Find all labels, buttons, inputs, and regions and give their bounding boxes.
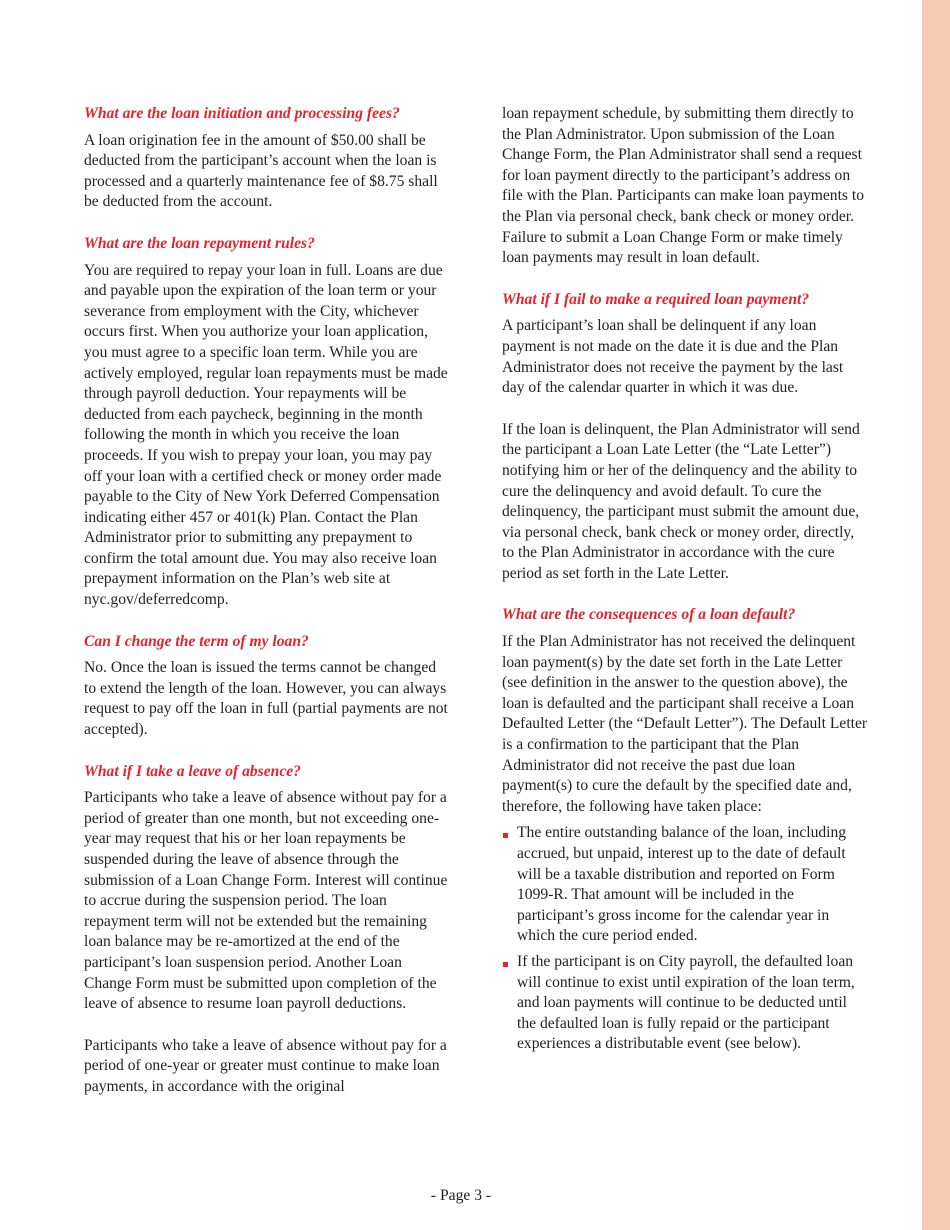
right-column [502,104,868,1060]
question-change-term: Can I change the term of my loan? [84,632,309,650]
question-leave-of-absence: What if I take a leave of absence? [84,762,301,780]
answer-leave-of-absence-continued: Participants who take a leave of absence without pay for a period of one-year or greater must continue to make loan payments, in accordance with the original [84,1036,447,1095]
list-item [502,952,868,1055]
answer-repayment-rules: You are required to repay your loan in full. Loans are due and payable upon the expiration of the loan term or your severance from employment with the City, whichever occurs first. When you authorize your loan application, you must agree to a specific loan term. While you are actively employed, regular loan repayments must be made through payroll deduction. Your repayments will be deducted from each paycheck, beginning in the month following the month in which you receive the loan proceeds. If you wish to prepay your loan, you may pay off your loan with a certified check or money order made payable to the City of New York Deferred Compensation indicating either 457 or 401(k) Plan. Contact the Plan Administrator prior to submitting any prepayment to confirm the total amount due. You may also receive loan prepayment information on the Plan’s web site at nyc.gov/deferredcomp. [84,261,448,609]
left-column [84,104,448,1098]
answer-change-term: No. Once the loan is issued the terms cannot be changed to extend the length of the loan. However, you can always request to pay off the loan in full (partial payments are not accepted). [84,659,448,739]
bullet-square-icon [503,833,508,838]
bullet-square-icon [503,962,508,967]
answer-leave-of-absence-tail: loan repayment schedule, by submitting them directly to the Plan Administrator. Upon submission of the Loan Change Form, the Plan Administrator shall send a request for loan payment directly to the participant’s address on file with the Plan. Participants can make loan payments to the Plan via personal check, bank check or money order. Failure to submit a Loan Change Form or make timely loan payments may result in loan default. [502,105,865,267]
list-item-text: If the participant is on City payroll, the defaulted loan will continue to exist until expiration of the loan term, and loan payments will continue to be deducted until the defaulted loan is fully repaid or the participant experiences a distributable event (see below). [517,952,855,1053]
page-number: - Page 3 - [430,1187,492,1204]
answer-loan-fees: A loan origination fee in the amount of $50.00 shall be deducted from the participant’s account when the loan is processed and a quarterly maintenance fee of $8.75 shall be deducted from the account. [84,131,438,211]
list-item-text: The entire outstanding balance of the loan, including accrued, but unpaid, interest up to the date of default will be a taxable distribution and reported on Form 1099-R. That amount will be included in the participant’s gross income for the calendar year in which the cure period ended. [517,824,847,945]
question-loan-fees: What are the loan initiation and processing fees? [84,105,400,122]
answer-default-consequences: If the Plan Administrator has not received the delinquent loan payment(s) by the date set forth in the Late Letter (see definition in the answer to the question above), the loan is defaulted and the participant shall receive a Loan Defaulted Letter (the “Default Letter”). The Default Letter is a confirmation to the participant that the Plan Administrator did not receive the past due loan payment(s) to cure the default by the specified date and, therefore, the following have taken place: [502,633,868,815]
decorative-side-band [922,0,950,1230]
answer-fail-payment: A participant’s loan shall be delinquent if any loan payment is not made on the date it is due and the Plan Administrator does not receive the payment by the last day of the calendar quarter in which it was due. [502,317,844,397]
answer-leave-of-absence: Participants who take a leave of absence without pay for a period of greater than one month, but not exceeding one-year may request that his or her loan repayments be suspended during the leave of absence through the submission of a Loan Change Form. Interest will continue to accrue during the suspension period. The loan repayment term will not be extended but the remaining loan balance may be re-amortized at the end of the participant’s loan suspension period. Another Loan Change Form must be submitted upon completion of the leave of absence to resume loan payroll deductions. [84,789,448,1013]
list-item [502,823,868,947]
question-repayment-rules: What are the loan repayment rules? [84,234,315,252]
question-fail-payment: What if I fail to make a required loan payment? [502,290,810,308]
default-consequences-list [502,823,868,1055]
answer-delinquency: If the loan is delinquent, the Plan Administrator will send the participant a Loan Late Letter (the “Late Letter”) notifying him or her of the delinquency and the ability to cure the delinquency and avoid default. To cure the delinquency, the participant must submit the amount due, via personal check, bank check or money order, directly, to the Plan Administrator in accordance with the cure period as set forth in the Late Letter. [502,420,860,582]
question-default-consequences: What are the consequences of a loan default? [502,606,796,624]
